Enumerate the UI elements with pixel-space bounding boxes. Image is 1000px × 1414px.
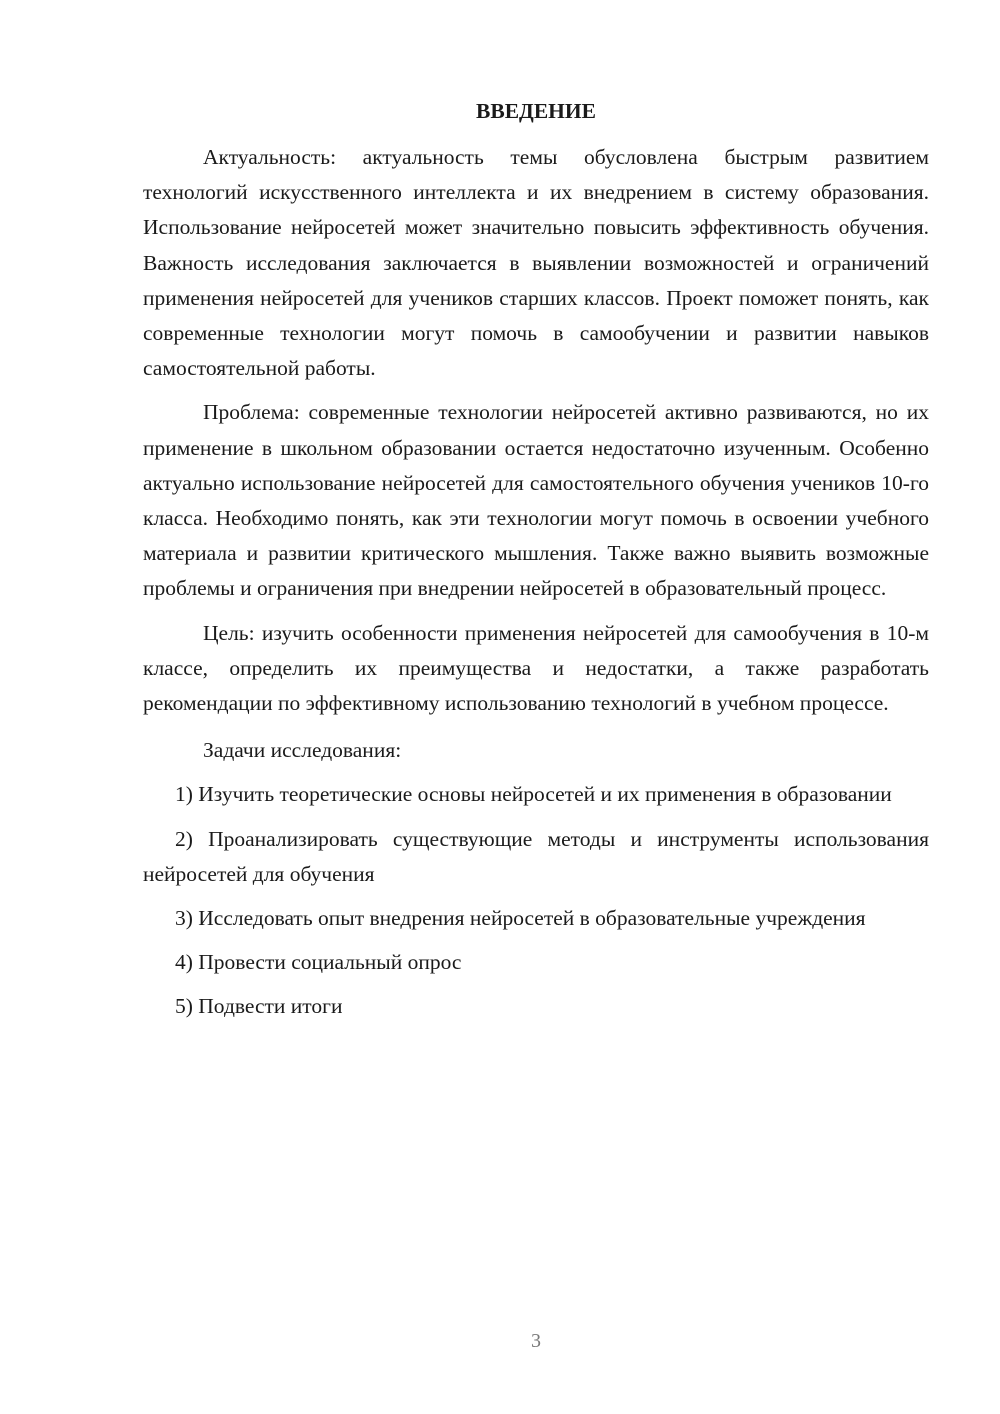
task-item-3: 3) Исследовать опыт внедрения нейросетей в образовательные учреждения [175,906,866,931]
task-item-5: 5) Подвести итоги [175,994,343,1019]
tasks-heading: Задачи исследования: [203,738,402,763]
section-title: ВВЕДЕНИЕ [476,99,596,123]
task-item-2: 2) Проанализировать существующие методы и инструменты использования нейросетей для обучения [143,826,929,886]
task-item-1: 1) Изучить теоретические основы нейросетей и их применения в образовании [175,782,892,807]
page-content [143,96,929,1025]
task-item-4: 4) Провести социальный опрос [175,950,462,975]
page-number: 3 [531,1330,541,1352]
paragraph-relevance: Актуальность: актуальность темы обусловлена быстрым развитием технологий искусственного интеллекта и их внедрением в систему образования. Использование нейросетей может значительно повысить эффективность обучения. Важность исследования заключается в выявлении возможностей и ограничений применения нейросетей для учеников старших классов. Проект поможет понять, как современные технологии могут помочь в самообучении и развитии навыков самостоятельной работы. [143,145,929,381]
paragraph-problem: Проблема: современные технологии нейросетей активно развиваются, но их применение в школьном образовании остается недостаточно изученным. Особенно актуально использование нейросетей для самостоятельного обучения учеников 10-го класса. Необходимо понять, как эти технологии могут помочь в освоении учебного материала и развитии критического мышления. Также важно выявить возможные проблемы и ограничения при внедрении нейросетей в образовательный процесс. [143,400,929,601]
paragraph-goal: Цель: изучить особенности применения нейросетей для самообучения в 10-м классе, определить их преимущества и недостатки, а также разработать рекомендации по эффективному использованию технологий в учебном процессе. [143,620,929,716]
